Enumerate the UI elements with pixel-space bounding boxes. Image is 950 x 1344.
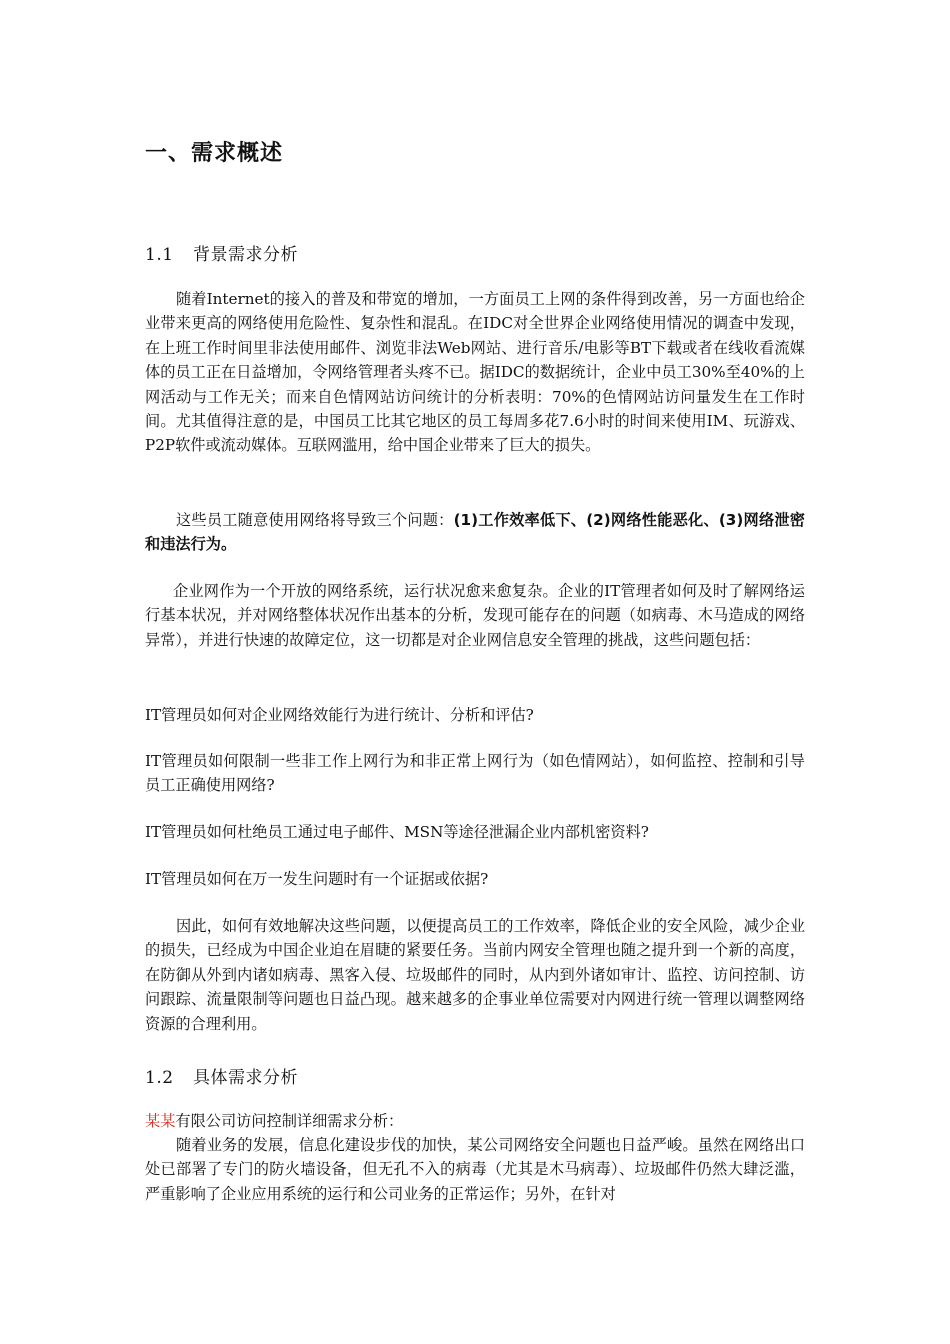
section-title: 背景需求分析 (193, 245, 298, 265)
paragraph-business-development: 随着业务的发展，信息化建设步伐的加快，某公司网络安全问题也日益严峻。虽然在网络出口处已部署了专门的防火墙设备，但无孔不入的病毒（尤其是木马病毒）、垃圾邮件仍然大肆泛滥，严重影响了企业应用系统的运行和公司业务的正常运作；另外，在针对 (145, 1136, 805, 1203)
section-title: 具体需求分析 (193, 1068, 298, 1088)
paragraph-three-problems (145, 508, 805, 557)
question-3: IT管理员如何杜绝员工通过电子邮件、MSN等途径泄漏企业内部机密资料? (145, 823, 649, 841)
section-number: 1.2 (145, 1068, 174, 1088)
company-intro-text: 有限公司访问控制详细需求分析： (175, 1112, 404, 1130)
heading-requirements-overview: 一、需求概述 (145, 141, 284, 166)
problems-lead-text: 这些员工随意使用网络将导致三个问题： (176, 511, 454, 529)
problems-bold-text: (1)工作效率低下、(2)网络性能恶化、(3)网络泄密和违法行为。 (145, 511, 805, 554)
section-1-1-heading (145, 240, 298, 265)
paragraph-company-intro (145, 1109, 805, 1133)
section-1-2-heading (145, 1063, 298, 1088)
section-number: 1.1 (145, 245, 174, 265)
company-placeholder-text: 某某 (145, 1112, 176, 1130)
question-4: IT管理员如何在万一发生问题时有一个证据或依据? (145, 870, 489, 888)
paragraph-background: 随着Internet的接入的普及和带宽的增加，一方面员工上网的条件得到改善，另一方面也给企业带来更高的网络使用危险性、复杂性和混乱。在IDC对全世界企业网络使用情况的调查中发现，在上班工作时间里非法使用邮件、浏览非法Web网站、进行音乐/电影等BT下载或者在线收看流媒体的员工正在日益增加，令网络管理者头疼不已。据IDC的数据统计，企业中员工30%至40%的上网活动与工作无关；而来自色情网站访问统计的分析表明：70%的色情网站访问量发生在工作时间。尤其值得注意的是，中国员工比其它地区的员工每周多花7.6小时的时间来使用IM、玩游戏、P2P软件或流动媒体。互联网滥用，给中国企业带来了巨大的损失。 (145, 290, 805, 455)
question-1: IT管理员如何对企业网络效能行为进行统计、分析和评估? (145, 706, 534, 724)
paragraph-enterprise-network: 企业网作为一个开放的网络系统，运行状况愈来愈复杂。企业的IT管理者如何及时了解网络运行基本状况，并对网络整体状况作出基本的分析，发现可能存在的问题（如病毒、木马造成的网络异常），并进行快速的故障定位，这一切都是对企业网信息安全管理的挑战，这些问题包括： (145, 582, 805, 649)
question-2: IT管理员如何限制一些非工作上网行为和非正常上网行为（如色情网站），如何监控、控制和引导员工正确使用网络? (145, 752, 805, 795)
paragraph-conclusion: 因此，如何有效地解决这些问题，以便提高员工的工作效率，降低企业的安全风险，减少企业的损失，已经成为中国企业迫在眉睫的紧要任务。当前内网安全管理也随之提升到一个新的高度，在防御从外到内诸如病毒、黑客入侵、垃圾邮件的同时，从内到外诸如审计、监控、访问控制、访问跟踪、流量限制等问题也日益凸现。越来越多的企事业单位需要对内网进行统一管理以调整网络资源的合理利用。 (145, 917, 805, 1033)
